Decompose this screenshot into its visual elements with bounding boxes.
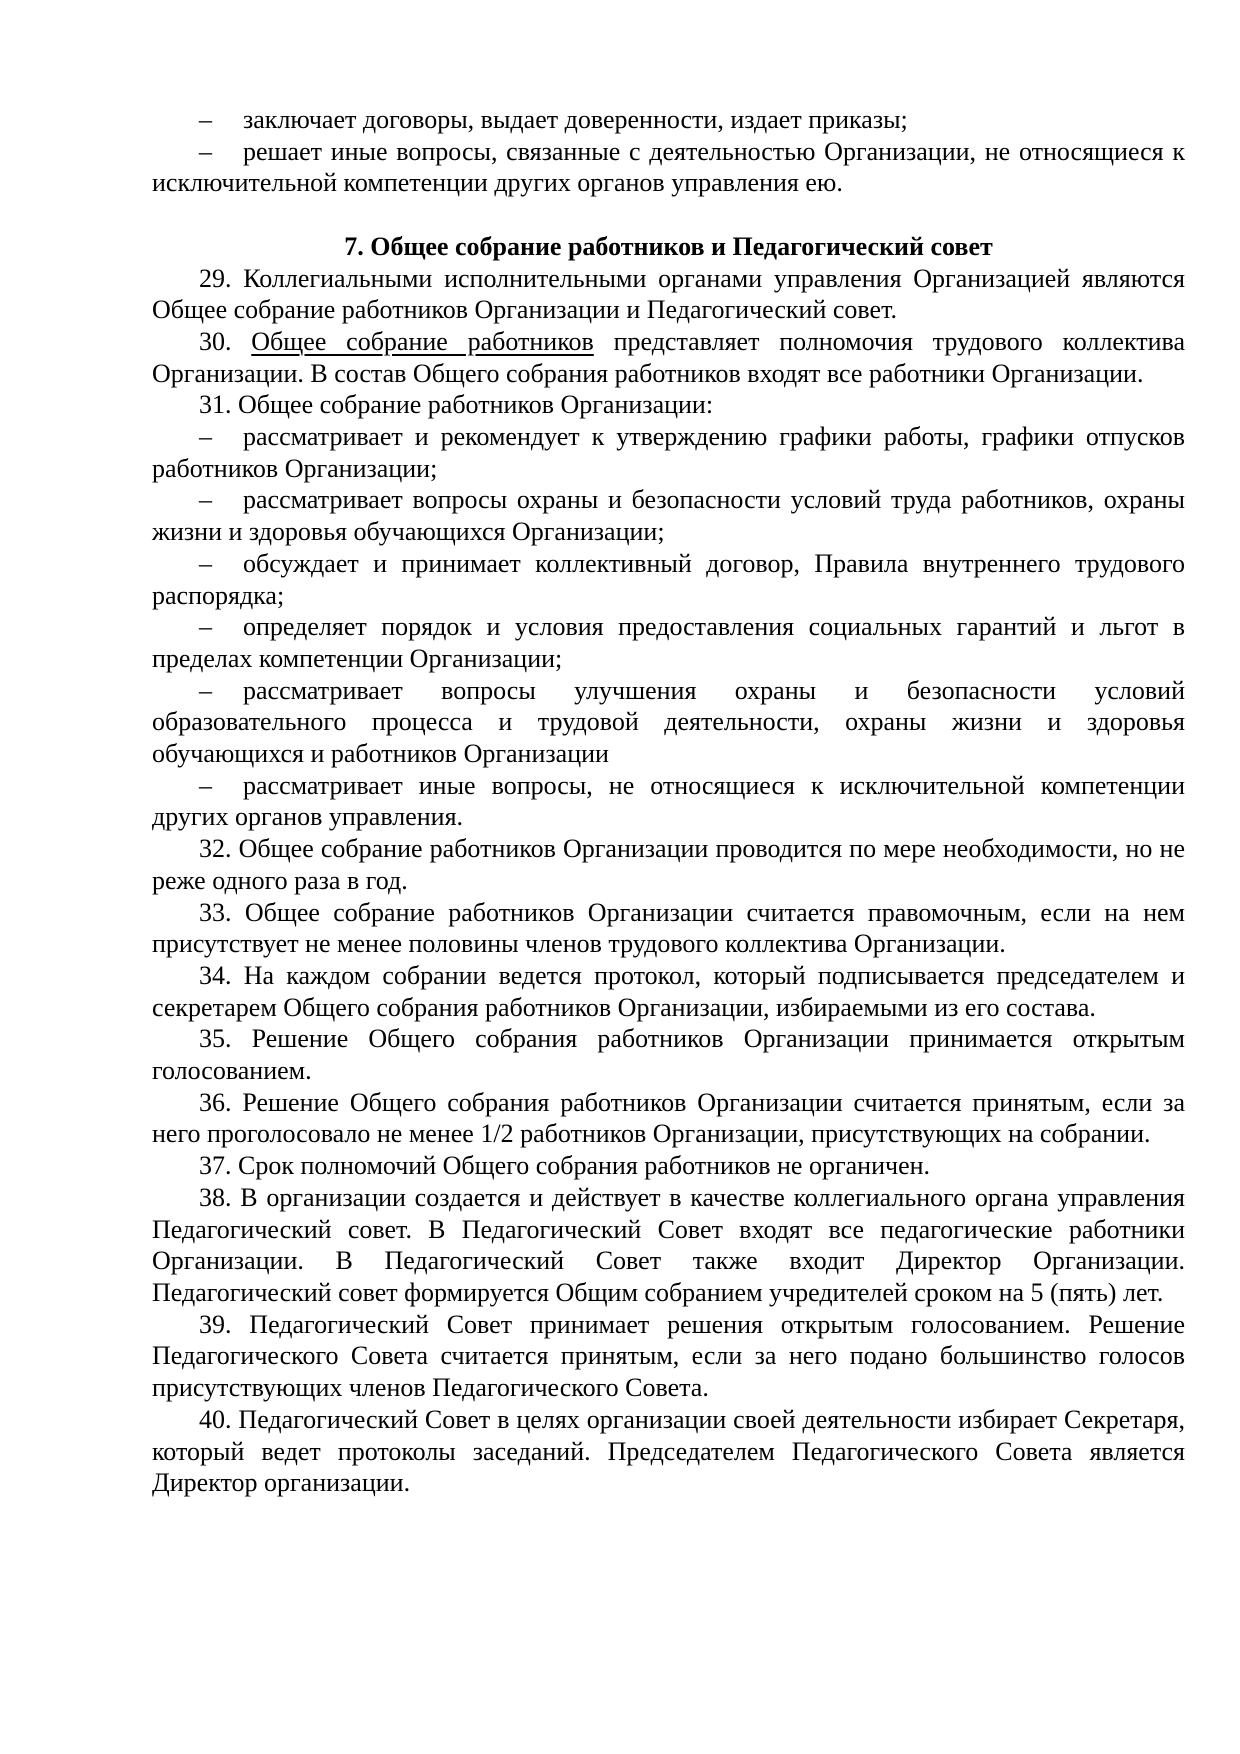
numbered-paragraph: 40. Педагогический Совет в целях организации своей деятельности избирает Секретаря, который ведет протоколы заседаний. Председателем Педагогического Совета является Директор организации.: [152, 1404, 1185, 1498]
numbered-paragraph: 32. Общее собрание работников Организации проводится по мере необходимости, но не реже одного раза в год.: [152, 834, 1185, 895]
paragraph-text: заключает договоры, выдает доверенности, издает приказы;: [243, 105, 908, 134]
numbered-paragraph: 37. Срок полномочий Общего собрания работников не органичен.: [199, 1151, 931, 1181]
dash-list-item: [152, 675, 1185, 770]
section-heading: 7. Общее собрание работников и Педагогический совет: [344, 231, 993, 261]
paragraph-text: представляет полномочия трудового коллектива Организации. В состав Общего собрания работников входят все работники Организации.: [152, 326, 1185, 388]
underlined-phrase: Общее собрание работников: [251, 326, 594, 356]
dash-bullet: –: [199, 548, 212, 578]
dash-list-item: [152, 611, 1185, 674]
numbered-paragraph: 29. Коллегиальными исполнительными органами управления Организацией являются Общее собрание работников Организации и Педагогический совет.: [152, 263, 1185, 325]
dash-bullet: –: [199, 675, 212, 705]
dash-bullet: –: [199, 485, 212, 515]
numbered-paragraph: 36. Решение Общего собрания работников Организации считается принятым, если за него проголосовало не менее 1/2 работников Организации, присутствующих на собрании.: [152, 1087, 1185, 1149]
numbered-paragraph: 38. В организации создается и действует в качестве коллегиального органа управления Педагогический совет. В Педагогический Совет входят все педагогические работники Организации. В Педагогический Совет также входит Директор Организации. Педагогический совет формируется Общим собранием учредителей сроком на 5 (пять) лет.: [152, 1182, 1185, 1307]
dash-bullet: –: [199, 612, 212, 642]
blank-line: [152, 199, 1185, 231]
paragraph-text: рассматривает вопросы улучшения охраны и безопасности условий образовательного процесса и трудовой деятельности, охраны жизни и здоровья обучающихся и работников Организации: [152, 675, 1185, 769]
paragraph-text: определяет порядок и условия предоставления социальных гарантий и льгот в пределах компетенции Организации;: [152, 612, 1185, 673]
dash-bullet: –: [199, 105, 212, 134]
dash-list-item: [152, 548, 1185, 611]
dash-list-item: [152, 104, 1185, 136]
paragraph-text: рассматривает иные вопросы, не относящиеся к исключительной компетенции других органов управления.: [152, 770, 1185, 832]
numbered-paragraph: 34. На каждом собрании ведется протокол, который подписывается председателем и секретарем Общего собрания работников Организации, избираемыми из его состава.: [152, 960, 1185, 1022]
dash-bullet: –: [199, 422, 212, 452]
paragraph-text: 30.: [199, 326, 252, 356]
paragraph-text: решает иные вопросы, связанные с деятельностью Организации, не относящиеся к исключительной компетенции других органов управления ею.: [152, 136, 1185, 198]
numbered-paragraph: 33. Общее собрание работников Организации считается правомочным, если на нем присутствует не менее половины членов трудового коллектива Организации.: [152, 897, 1185, 959]
numbered-paragraph: 31. Общее собрание работников Организации:: [199, 390, 714, 420]
dash-list-item: [152, 421, 1185, 484]
dash-bullet: –: [199, 136, 212, 166]
dash-list-item: [152, 484, 1185, 547]
numbered-paragraph: 39. Педагогический Совет принимает решения открытым голосованием. Решение Педагогического Совета считается принятым, если за него подано большинство голосов присутствующих членов Педагогического Совета.: [152, 1309, 1185, 1403]
paragraph-text: рассматривает вопросы охраны и безопасности условий труда работников, охраны жизни и здоровья обучающихся Организации;: [152, 485, 1185, 547]
dash-list-item: [152, 136, 1185, 199]
paragraph-text: рассматривает и рекомендует к утверждению графики работы, графики отпусков работников Организации;: [152, 422, 1185, 483]
numbered-paragraph: [152, 326, 1185, 389]
dash-bullet: –: [199, 770, 212, 800]
dash-list-item: [152, 770, 1185, 833]
document-content: [152, 104, 1185, 1499]
paragraph-text: обсуждает и принимает коллективный договор, Правила внутреннего трудового распорядка;: [152, 548, 1185, 610]
numbered-paragraph: 35. Решение Общего собрания работников Организации принимается открытым голосованием.: [152, 1024, 1185, 1086]
